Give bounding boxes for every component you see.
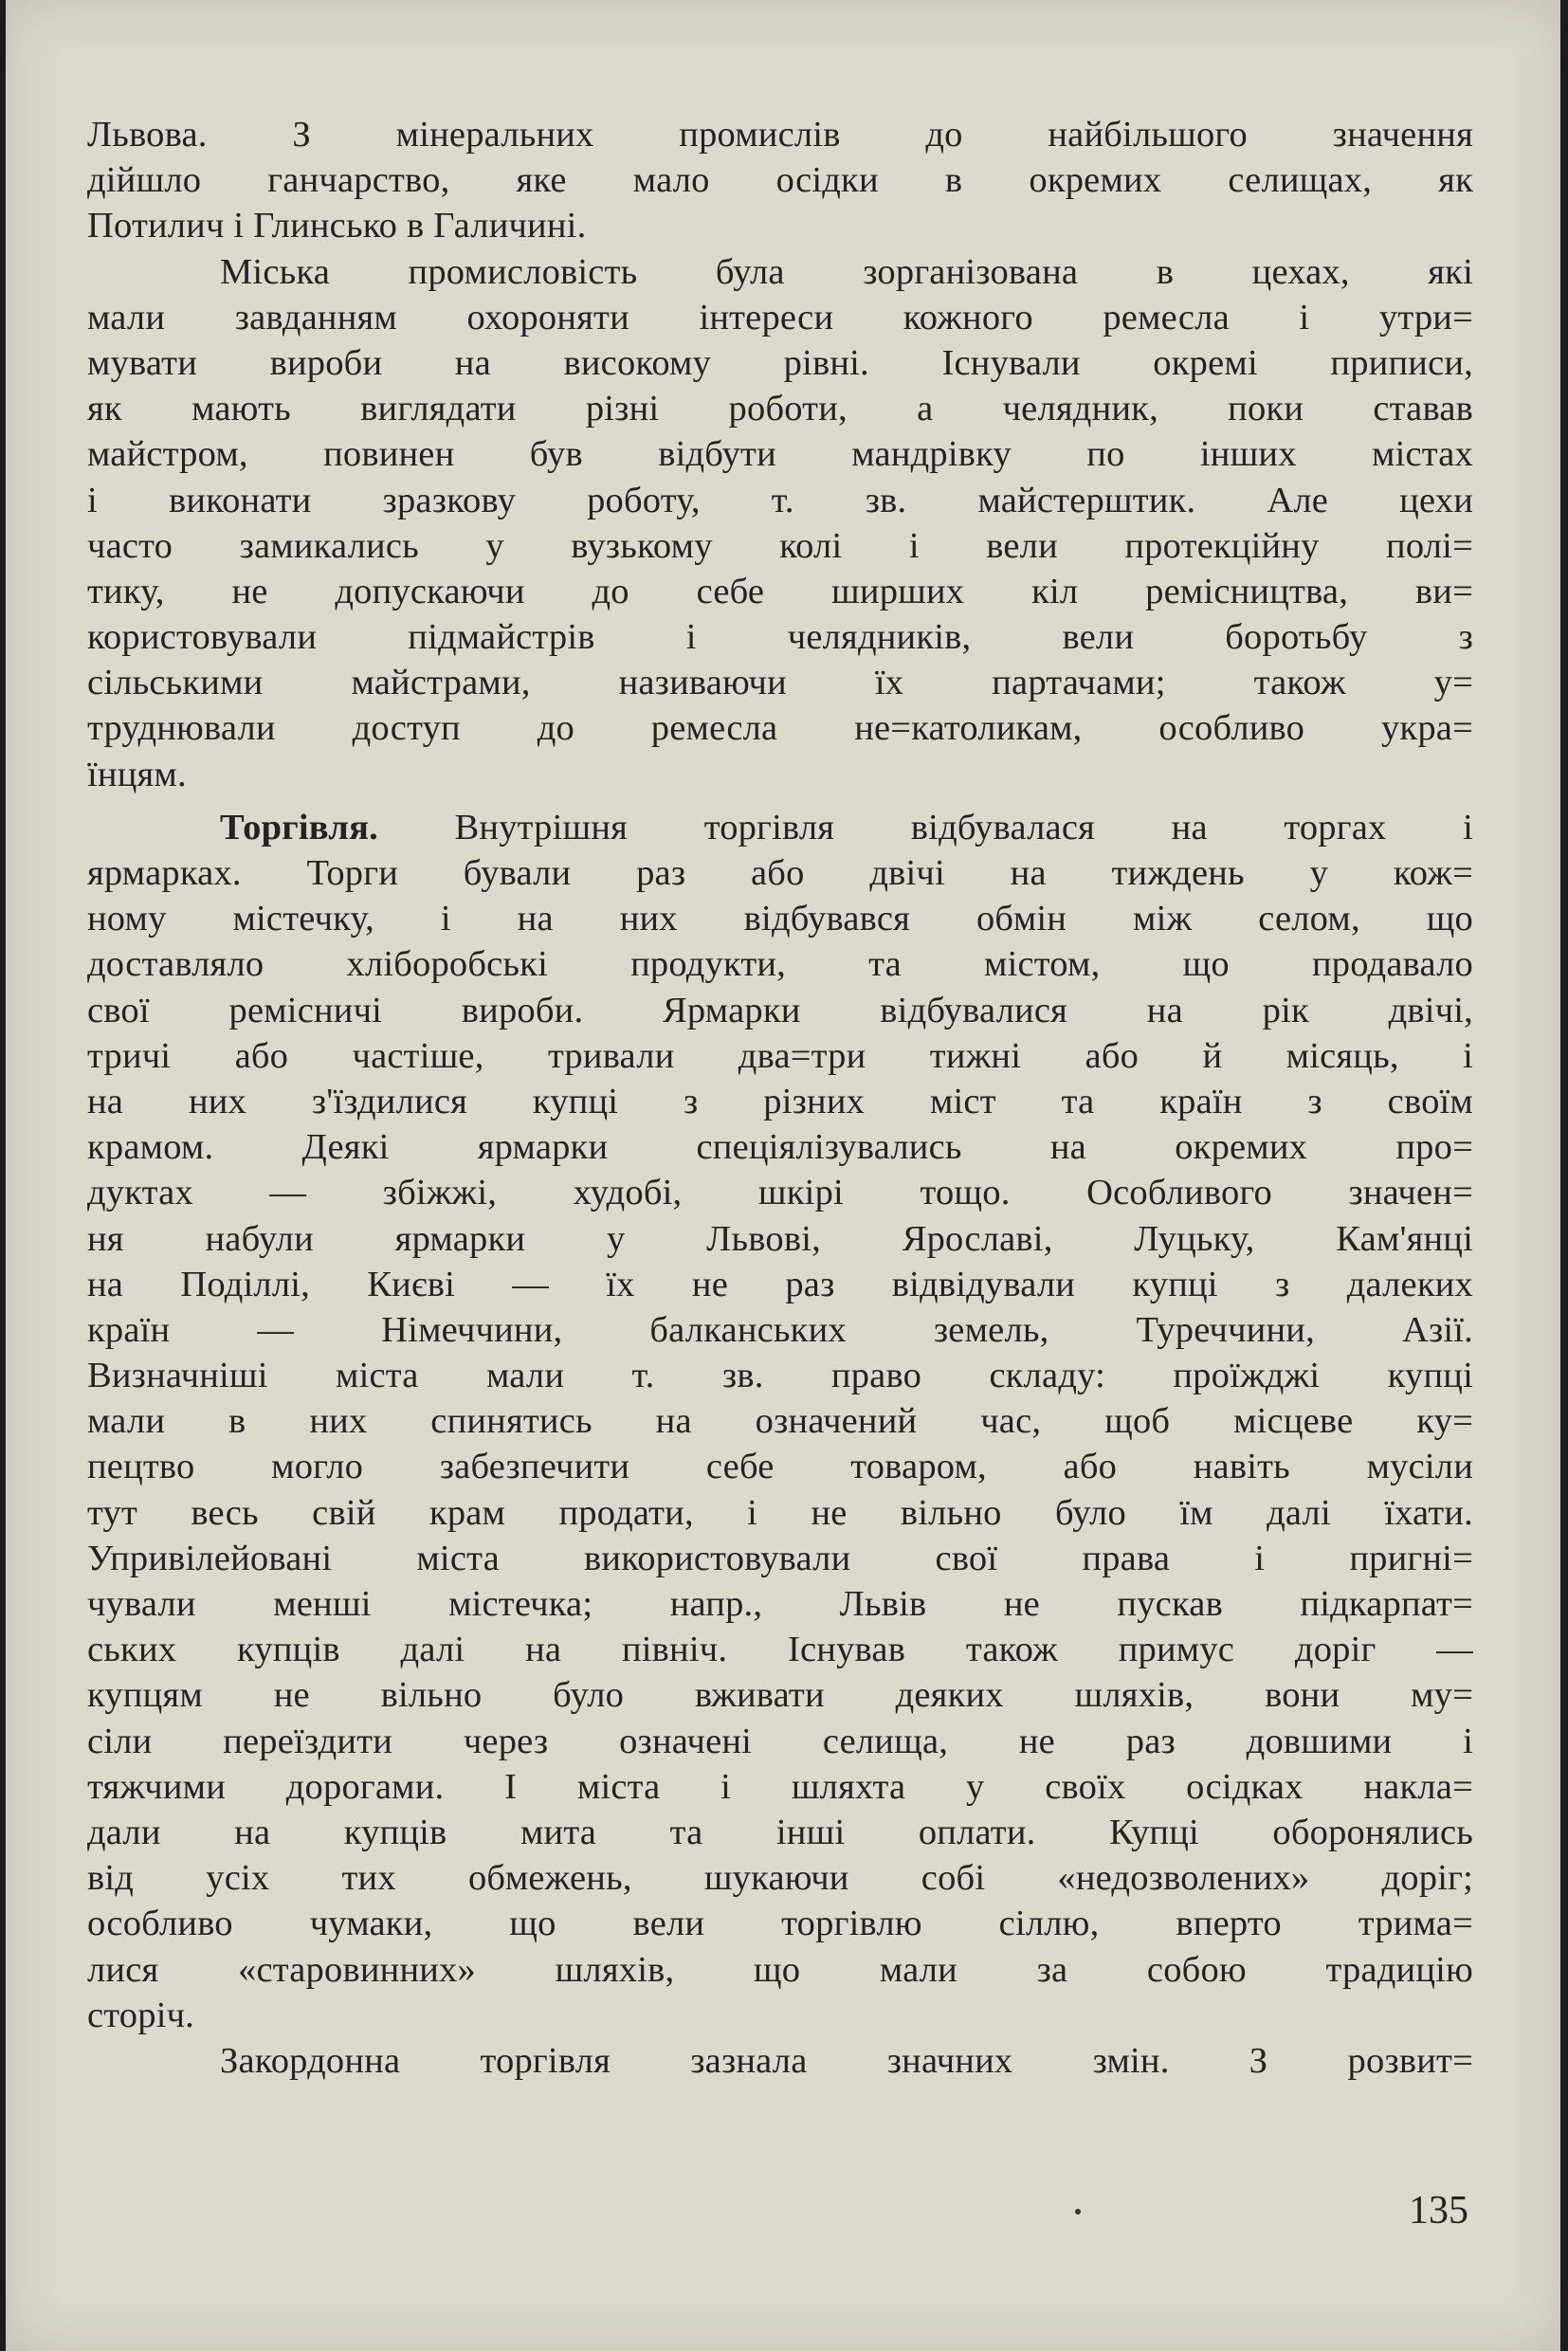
text-line: сіли переїздити через означені селища, не раз довшими і (87, 1721, 1473, 1761)
page-number: 135 (1409, 2189, 1468, 2233)
text-line: тут весь свій крам продати, і не вільно було їм далі їхати. (87, 1492, 1473, 1533)
text-line: дуктах — збіжжі, худобі, шкірі тощо. Особливого значен= (87, 1173, 1473, 1213)
text-line: Потилич і Глинсько в Галичині. (87, 206, 587, 246)
text-line: Міська промисловість була зорганізована в цехах, які (220, 251, 1473, 292)
text-line: ярмарках. Торги бували раз або двічі на тиждень у кож= (87, 853, 1473, 893)
text-line: майстром, повинен був відбути мандрівку по інших містах (87, 434, 1473, 475)
text-line: чували менші містечка; напр., Львів не пускав підкарпат= (87, 1584, 1473, 1624)
text-line: Закордонна торгівля зазнала значних змін. З розвит= (220, 2040, 1473, 2081)
print-speck (1075, 2209, 1081, 2214)
text-line: тричі або частіше, тривали два=три тижні або й місяць, і (87, 1035, 1473, 1076)
text-line: особливо чумаки, що вели торгівлю сіллю, вперто трима= (87, 1904, 1473, 1944)
text-line: дали на купців мита та інші оплати. Купці оборонялись (87, 1812, 1473, 1852)
section-heading: Торгівля. (220, 807, 378, 847)
paragraph-3 (87, 805, 1473, 2038)
text-line: часто замикались у вузькому колі і вели протекційну полі= (87, 525, 1473, 566)
text-line: крамом. Деякі ярмарки спеціялізувались на окремих про= (87, 1127, 1473, 1168)
text-line (87, 805, 1473, 850)
text-line: ських купців далі на північ. Існував також примус доріг — (87, 1630, 1473, 1670)
text-line-content: Внутрішня торгівля відбувалася на торгах і (377, 807, 1473, 847)
text-line: від усіх тих обмежень, шукаючи собі «недозволених» доріг; (87, 1858, 1473, 1899)
text-line: ному містечку, і на них відбувався обмін між селом, що (87, 899, 1473, 939)
paragraph-4 (87, 2038, 1473, 2084)
text-line: пецтво могло забезпечити себе товаром, або навіть мусіли (87, 1447, 1473, 1487)
text-line: тику, не допускаючи до себе ширших кіл ремісництва, ви= (87, 571, 1473, 611)
text-line: мувати вироби на високому рівні. Існували окремі приписи, (87, 342, 1473, 383)
text-line: свої ремісничі вироби. Ярмарки відбувалися на рік двічі, (87, 990, 1473, 1030)
text-line: країн — Німеччини, балканських земель, Туреччини, Азії. (87, 1309, 1473, 1350)
text-line: сторіч. (87, 1995, 194, 2035)
text-line: мали завданням охороняти інтереси кожного ремесла і утри= (87, 297, 1473, 337)
text-line: сільськими майстрами, називаючи їх партачами; також у= (87, 663, 1473, 703)
book-page (6, 0, 1560, 2351)
text-line: Визначніші міста мали т. зв. право складу: проїжджі купці (87, 1356, 1473, 1396)
paragraph-2 (87, 249, 1473, 797)
text-line: купцям не вільно було вживати деяких шляхів, вони му= (87, 1675, 1473, 1716)
text-line: користовували підмайстрів і челядників, вели боротьбу з (87, 617, 1473, 658)
body-text (87, 112, 1473, 2084)
text-line: лися «старовинних» шляхів, що мали за собою традицію (87, 1949, 1473, 1990)
text-line: на Поділлі, Києві — їх не раз відвідували купці з далеких (87, 1264, 1473, 1304)
text-line: ня набули ярмарки у Львові, Ярославі, Луцьку, Кам'янці (87, 1218, 1473, 1259)
text-line: їнцям. (87, 754, 187, 794)
text-line: доставляло хліборобські продукти, та містом, що продавало (87, 944, 1473, 985)
text-line: Упривілейовані міста використовували свої права і пригні= (87, 1538, 1473, 1578)
text-line: мали в них спинятись на означений час, щоб місцеве ку= (87, 1401, 1473, 1442)
text-line: як мають виглядати різні роботи, а челядник, поки ставав (87, 389, 1473, 429)
text-line: тяжчими дорогами. І міста і шляхта у своїх осідках накла= (87, 1766, 1473, 1807)
paragraph-1 (87, 112, 1473, 249)
text-line: і виконати зразкову роботу, т. зв. майстерштик. Але цехи (87, 480, 1473, 520)
text-line: труднювали доступ до ремесла не=католикам, особливо укра= (87, 708, 1473, 749)
text-line: на них з'їздилися купці з різних міст та країн з своїм (87, 1081, 1473, 1121)
text-line: дійшло ганчарство, яке мало осідки в окремих селищах, як (87, 160, 1473, 201)
text-line: Львова. З мінеральних промислів до найбільшого значення (87, 115, 1473, 155)
